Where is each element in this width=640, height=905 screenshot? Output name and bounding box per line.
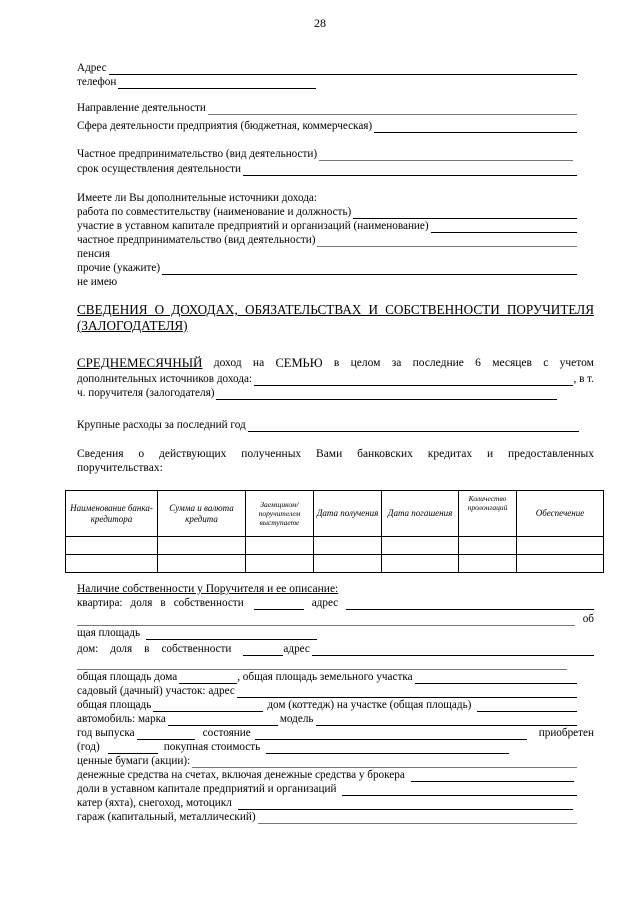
- activity-direction-field[interactable]: [77, 101, 577, 115]
- col-amount: Сумма и валюта кредита: [158, 491, 246, 537]
- flat-address-cont[interactable]: об: [77, 612, 594, 626]
- section-heading-line2: (ЗАЛОГОДАТЕЛЯ): [77, 318, 188, 333]
- phone-field[interactable]: [77, 75, 577, 89]
- property-title: Наличие собственности у Поручителя и ее описание:: [77, 583, 339, 595]
- table-row[interactable]: [66, 537, 604, 555]
- house-area-field[interactable]: общая площадь дома , общая площадь земельного участка: [77, 670, 577, 684]
- col-prolongations: Количество пролонгаций: [459, 491, 517, 537]
- private-business-field[interactable]: [77, 147, 577, 161]
- garage-field[interactable]: гараж (капитальный, металлический): [77, 810, 577, 824]
- shares-field[interactable]: доли в уставном капитале предприятий и организаций: [77, 782, 577, 796]
- car-purchase-field[interactable]: (год) покупная стоимость: [77, 740, 509, 754]
- credits-table: [65, 490, 604, 573]
- income-source-parttime[interactable]: работа по совместительству (наименование и должность): [77, 205, 577, 219]
- page-number: 28: [314, 16, 326, 30]
- col-issue-date: Дата получения: [314, 491, 382, 537]
- activity-sphere-field[interactable]: [77, 119, 577, 133]
- section-heading: СВЕДЕНИЯ О ДОХОДАХ, ОБЯЗАТЕЛЬСТВАХ И СОБСТВЕННОСТИ ПОРУЧИТЕЛЯ: [77, 302, 594, 317]
- private-business-label: Частное предпринимательство (вид деятельности): [77, 148, 318, 160]
- car-field[interactable]: автомобиль: марка модель: [77, 712, 577, 726]
- flat-area-field[interactable]: щая площадь: [77, 626, 317, 640]
- garden-area-field[interactable]: общая площадь дом (коттедж) на участке (общая площадь): [77, 698, 577, 712]
- credits-intro: Сведения о действующих полученных Вами банковских кредитах и предоставленных: [77, 448, 594, 460]
- boat-field[interactable]: катер (яхта), снегоход, мотоцикл: [77, 796, 573, 810]
- table-row[interactable]: [66, 555, 604, 573]
- large-expenses-field[interactable]: Крупные расходы за последний год: [77, 418, 579, 432]
- address-field[interactable]: [77, 61, 577, 75]
- col-collateral: Обеспечение: [517, 491, 604, 537]
- col-role: Заемщиком/ поручителем выступаете: [246, 491, 314, 537]
- flat-field[interactable]: квартира: доля в собственности адрес: [77, 596, 594, 610]
- house-address-cont[interactable]: [77, 656, 567, 670]
- income-question: Имеете ли Вы дополнительные источники дохода:: [77, 192, 317, 204]
- securities-field[interactable]: ценные бумаги (акции):: [77, 754, 577, 768]
- phone-label: телефон: [77, 76, 117, 88]
- col-bank: Наименование банка-кредитора: [66, 491, 158, 537]
- income-source-pension[interactable]: пенсия: [77, 248, 111, 260]
- guarantor-income-field[interactable]: ч. поручителя (залогодателя): [77, 386, 557, 400]
- income-source-none[interactable]: не имею: [77, 276, 118, 288]
- income-source-other[interactable]: прочие (укажите): [77, 261, 577, 275]
- credits-intro-line2: поручительствах:: [77, 462, 163, 474]
- monthly-income-field[interactable]: дополнительных источников дохода: , в т.: [77, 373, 594, 385]
- activity-direction-label: Направление деятельности: [77, 102, 206, 114]
- house-field[interactable]: дом: доля в собственности адрес: [77, 642, 594, 656]
- col-repay-date: Дата погашения: [382, 491, 459, 537]
- activity-term-label: срок осуществления деятельности: [77, 163, 242, 175]
- cash-field[interactable]: денежные средства на счетах, включая денежные средства у брокера: [77, 768, 574, 782]
- income-source-capital[interactable]: участие в уставном капитале предприятий и организаций (наименование): [77, 219, 577, 233]
- activity-term-field[interactable]: [77, 162, 577, 176]
- address-label: Адрес: [77, 62, 107, 74]
- monthly-income-line1: СРЕДНЕМЕСЯЧНЫЙ доход на СЕМЬЮ в целом за последние 6 месяцев с учетом: [77, 355, 594, 370]
- garden-field[interactable]: садовый (дачный) участок: адрес: [77, 684, 577, 698]
- credits-table-header: [66, 491, 604, 537]
- income-source-private[interactable]: частное предпринимательство (вид деятельности): [77, 233, 577, 247]
- activity-sphere-label: Сфера деятельности предприятия (бюджетная, коммерческая): [77, 120, 373, 132]
- car-year-field[interactable]: год выпуска состояние приобретен: [77, 727, 594, 739]
